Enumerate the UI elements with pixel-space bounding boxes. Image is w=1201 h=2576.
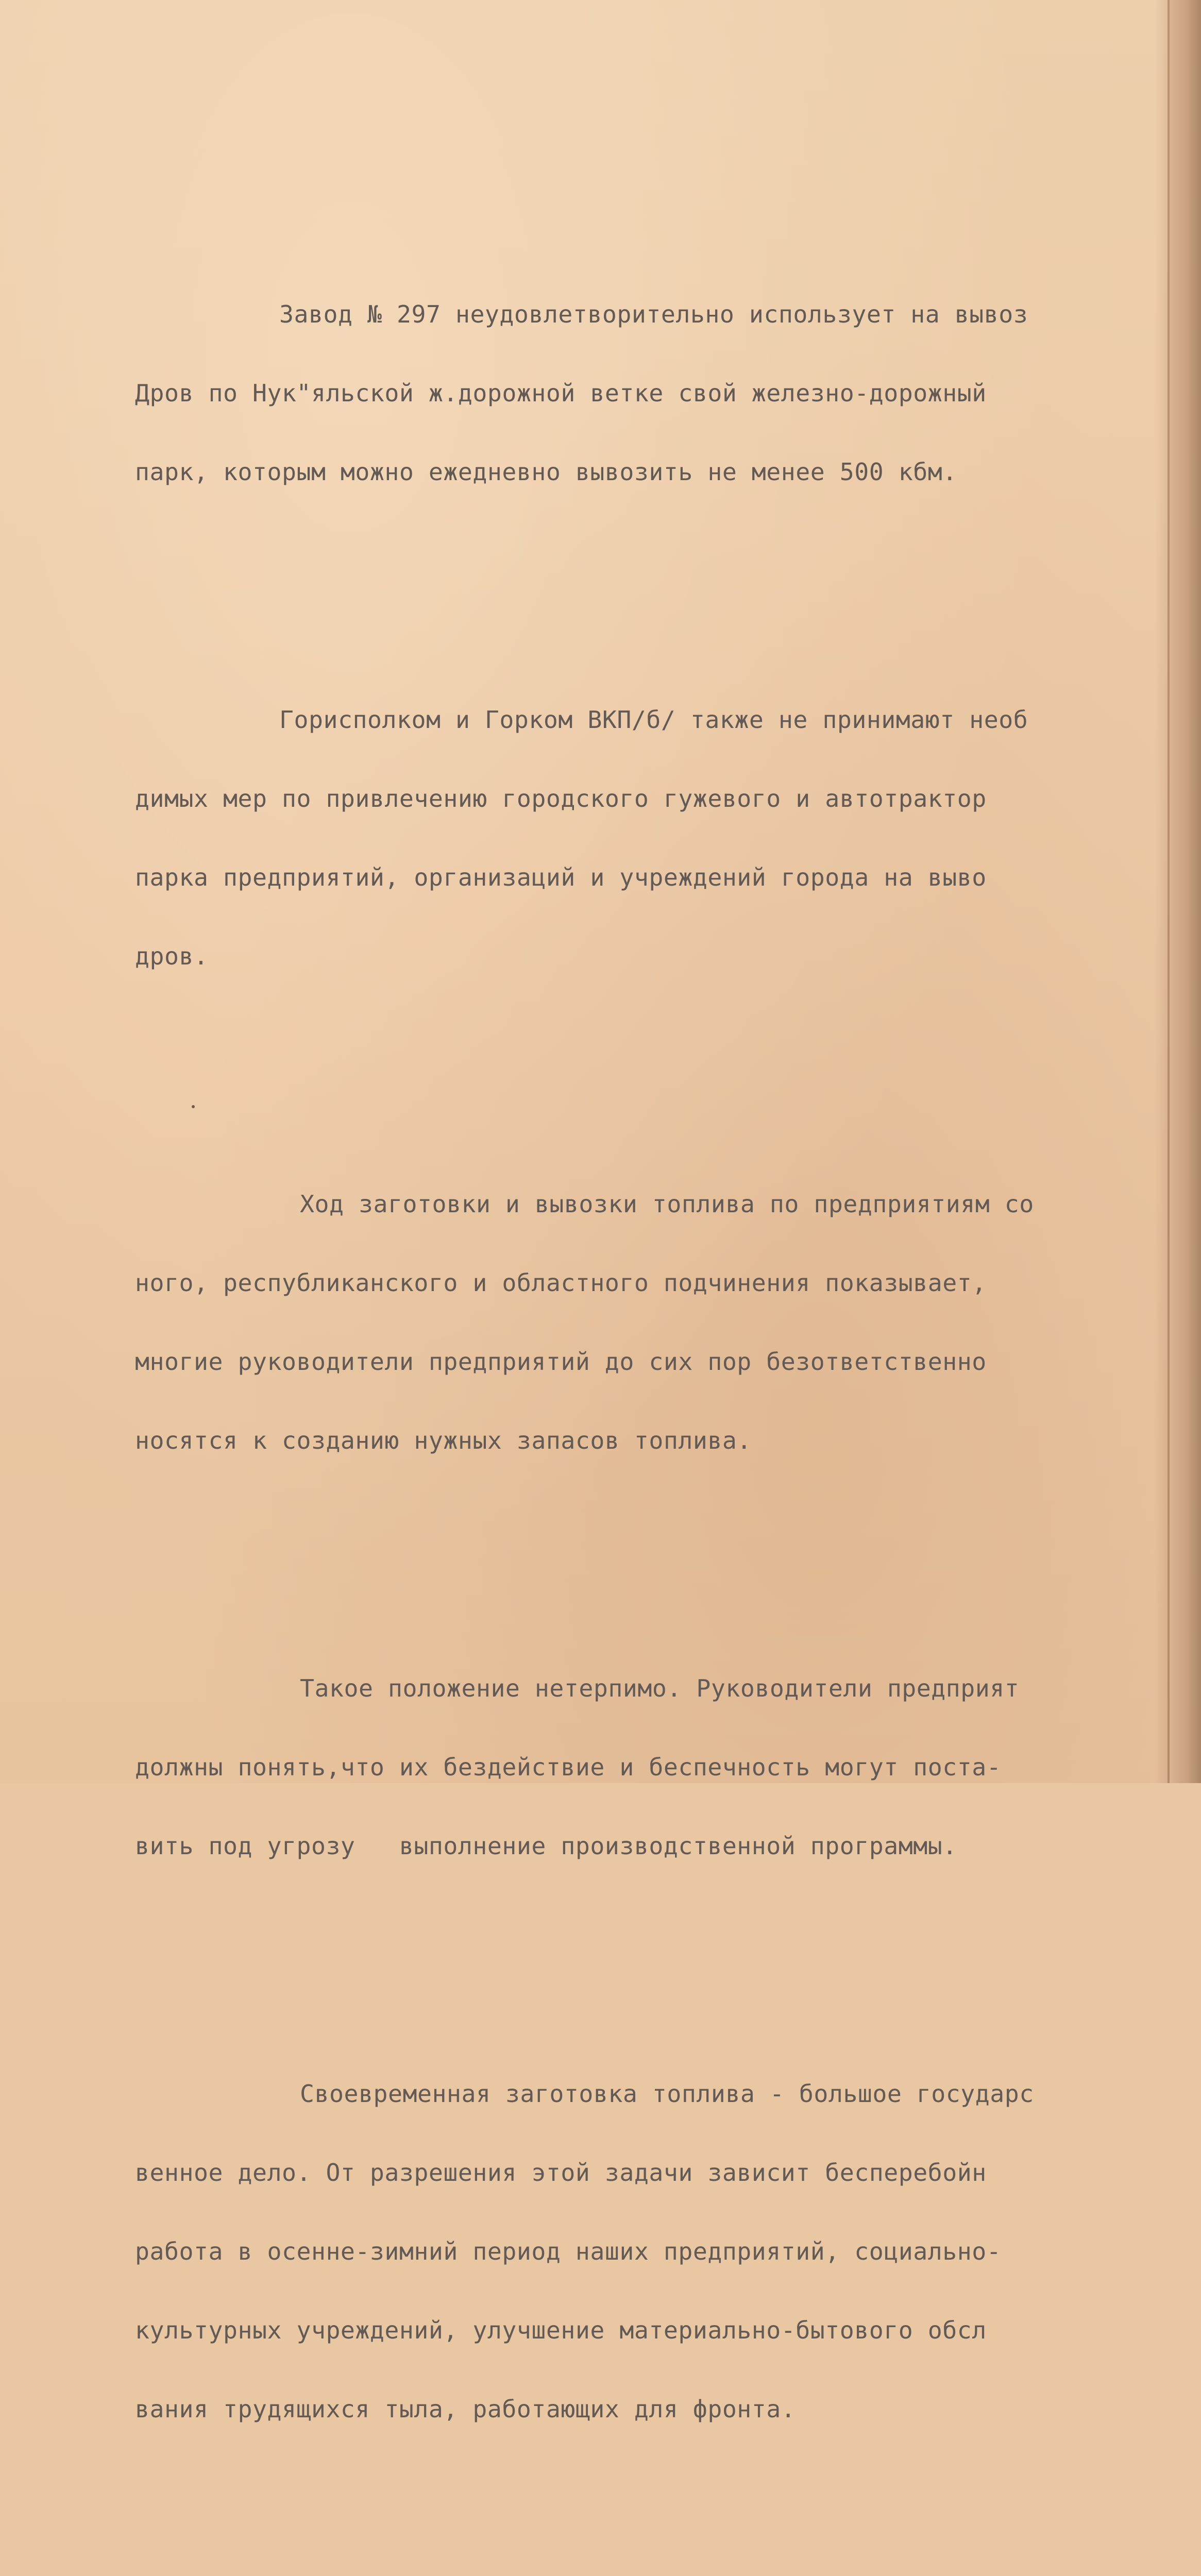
text-line: Такое положение нетерпимо. Руководители предприят	[300, 1674, 1020, 1702]
text-line: вания трудящихся тыла, работающих для фронта.	[135, 2395, 796, 2423]
paragraph-5	[135, 2028, 1165, 2475]
text-line: многие руководители предприятий до сих пор безответственно	[135, 1348, 987, 1376]
text-line: венное дело. От разрешения этой задачи зависит бесперебойн	[135, 2159, 987, 2187]
text-line: работа в осенне-зимний период наших предприятий, социально-	[135, 2238, 1002, 2265]
typewritten-text	[135, 170, 1165, 2576]
text-line: Завод № 297 неудовлетворительно использует на вывоз	[279, 300, 1028, 328]
ink-speck	[192, 1105, 195, 1108]
paragraph-4	[135, 1623, 1165, 1912]
text-line: должны понять,что их бездействие и беспечность могут поста-	[135, 1753, 1002, 1781]
paragraph-2	[135, 654, 1165, 1022]
text-line: парка предприятий, организаций и учреждений города на выво	[135, 863, 987, 891]
text-line: дров.	[135, 942, 209, 970]
text-line: вить под угрозу выполнение производственной программы.	[135, 1832, 957, 1860]
text-line: культурных учреждений, улучшение материально-бытового обсл	[135, 2316, 987, 2344]
text-line: Своевременная заготовка топлива - большое государс	[300, 2080, 1034, 2108]
text-line: носятся к созданию нужных запасов топлива.	[135, 1427, 752, 1454]
text-line: Ход заготовки и вывозки топлива по предприятиям со	[300, 1190, 1034, 1218]
paragraph-1	[135, 249, 1165, 538]
text-line: парк, которым можно ежедневно вывозить не менее 500 кбм.	[135, 458, 957, 486]
text-line: Дров по Нук"яльской ж.дорожной ветке свой железно-дорожный	[135, 379, 987, 407]
text-line: ного, республиканского и областного подчинения показывает,	[135, 1269, 987, 1297]
paragraph-3	[135, 1139, 1165, 1506]
text-line: димых мер по привлечению городского гужевого и автотрактор	[135, 785, 987, 812]
page-edge-shadow	[1155, 0, 1201, 1783]
text-line: Горисполком и Горком ВКП/б/ также не принимают необ	[279, 706, 1028, 734]
